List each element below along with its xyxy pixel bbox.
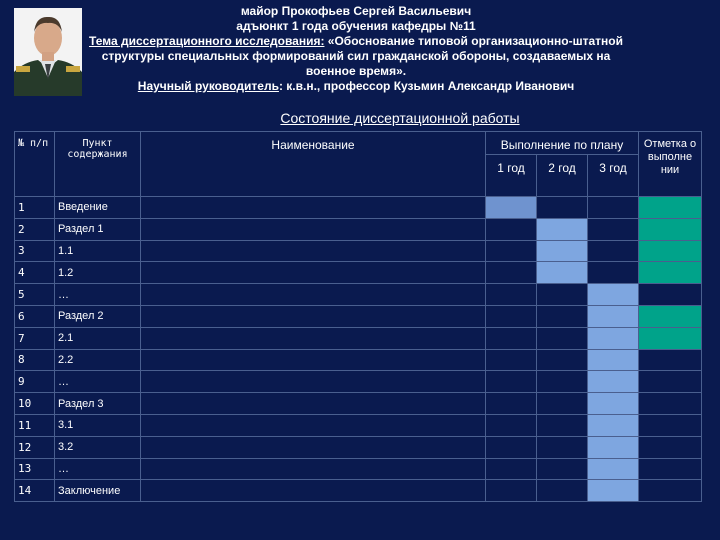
- plan-year-2-cell: [537, 305, 588, 327]
- plan-year-3-cell: [588, 240, 639, 262]
- plan-year-2-cell: [537, 371, 588, 393]
- row-item: Введение: [55, 197, 141, 219]
- col-mark-header: Отметка о выполне нии: [639, 132, 702, 197]
- completion-mark-cell: [639, 305, 702, 327]
- year-3-header: 3 год: [588, 155, 639, 197]
- table-row: [15, 436, 702, 458]
- row-number: 6: [15, 305, 55, 327]
- row-item: Раздел 3: [55, 393, 141, 415]
- plan-year-2-cell: [537, 218, 588, 240]
- plan-year-2-cell: [537, 284, 588, 306]
- plan-year-3-cell: [588, 349, 639, 371]
- row-name-cell: [141, 349, 486, 371]
- row-number: 2: [15, 218, 55, 240]
- plan-year-3-cell: [588, 262, 639, 284]
- plan-year-2-cell: [537, 436, 588, 458]
- row-item: 2.2: [55, 349, 141, 371]
- header-block: [86, 4, 626, 94]
- header-position: адъюнкт 1 года обучения кафедры №11: [236, 19, 476, 33]
- row-name-cell: [141, 262, 486, 284]
- plan-year-2-cell: [537, 349, 588, 371]
- plan-year-1-cell: [486, 240, 537, 262]
- plan-year-1-cell: [486, 414, 537, 436]
- table-row: [15, 262, 702, 284]
- officer-portrait-icon: [14, 8, 82, 96]
- table-body: [15, 197, 702, 502]
- row-item: 2.1: [55, 327, 141, 349]
- advisor-text: : к.в.н., профессор Кузьмин Александр Иванович: [278, 79, 575, 93]
- table-row: [15, 240, 702, 262]
- row-number: 13: [15, 458, 55, 480]
- table-row: [15, 305, 702, 327]
- plan-year-2-cell: [537, 197, 588, 219]
- row-item: …: [55, 371, 141, 393]
- plan-year-1-cell: [486, 458, 537, 480]
- row-number: 7: [15, 327, 55, 349]
- plan-year-3-cell: [588, 218, 639, 240]
- completion-mark-cell: [639, 240, 702, 262]
- plan-year-1-cell: [486, 480, 537, 502]
- row-number: 3: [15, 240, 55, 262]
- row-name-cell: [141, 218, 486, 240]
- topic-label: Тема диссертационного исследования:: [89, 34, 325, 48]
- completion-mark-cell: [639, 480, 702, 502]
- section-subtitle: Состояние диссертационной работы: [280, 110, 520, 126]
- table-row: [15, 393, 702, 415]
- header-name: майор Прокофьев Сергей Васильевич: [240, 4, 472, 18]
- row-number: 1: [15, 197, 55, 219]
- row-item: …: [55, 458, 141, 480]
- row-name-cell: [141, 436, 486, 458]
- progress-table: [14, 131, 702, 502]
- table-row: [15, 371, 702, 393]
- plan-year-1-cell: [486, 393, 537, 415]
- table-row: [15, 480, 702, 502]
- advisor-label: Научный руководитель: [137, 79, 279, 93]
- plan-year-2-cell: [537, 414, 588, 436]
- table-row: [15, 327, 702, 349]
- col-item-header: Пункт содержания: [55, 132, 141, 197]
- plan-year-1-cell: [486, 218, 537, 240]
- header-topic: [86, 34, 626, 79]
- completion-mark-cell: [639, 393, 702, 415]
- row-number: 9: [15, 371, 55, 393]
- col-name-header: Наименование: [141, 132, 486, 197]
- row-name-cell: [141, 393, 486, 415]
- plan-year-3-cell: [588, 393, 639, 415]
- row-item: 3.1: [55, 414, 141, 436]
- plan-year-1-cell: [486, 371, 537, 393]
- plan-year-2-cell: [537, 458, 588, 480]
- row-item: …: [55, 284, 141, 306]
- row-name-cell: [141, 458, 486, 480]
- row-item: Раздел 2: [55, 305, 141, 327]
- plan-year-3-cell: [588, 480, 639, 502]
- plan-year-3-cell: [588, 436, 639, 458]
- completion-mark-cell: [639, 458, 702, 480]
- plan-year-1-cell: [486, 197, 537, 219]
- plan-year-3-cell: [588, 305, 639, 327]
- row-number: 4: [15, 262, 55, 284]
- row-name-cell: [141, 371, 486, 393]
- plan-year-1-cell: [486, 305, 537, 327]
- plan-year-2-cell: [537, 393, 588, 415]
- row-name-cell: [141, 327, 486, 349]
- table-row: [15, 458, 702, 480]
- row-number: 8: [15, 349, 55, 371]
- plan-year-1-cell: [486, 349, 537, 371]
- plan-year-3-cell: [588, 458, 639, 480]
- completion-mark-cell: [639, 218, 702, 240]
- plan-year-2-cell: [537, 327, 588, 349]
- row-item: Раздел 1: [55, 218, 141, 240]
- row-name-cell: [141, 414, 486, 436]
- row-item: 1.1: [55, 240, 141, 262]
- col-plan-header: Выполнение по плану: [486, 132, 639, 155]
- row-name-cell: [141, 197, 486, 219]
- table-row: [15, 218, 702, 240]
- topic-text: «Обоснование типовой организационно-штатной структуры специальных формирований сил гражданской обороны, создаваемых на военное время».: [101, 34, 623, 78]
- completion-mark-cell: [639, 414, 702, 436]
- plan-year-1-cell: [486, 436, 537, 458]
- plan-year-3-cell: [588, 371, 639, 393]
- header-advisor: [86, 79, 626, 94]
- completion-mark-cell: [639, 327, 702, 349]
- completion-mark-cell: [639, 436, 702, 458]
- table-row: [15, 349, 702, 371]
- row-number: 12: [15, 436, 55, 458]
- plan-year-1-cell: [486, 284, 537, 306]
- col-num-header: № п/п: [15, 132, 55, 197]
- header-row: [15, 132, 702, 155]
- row-name-cell: [141, 284, 486, 306]
- portrait-photo: [14, 8, 82, 96]
- year-1-header: 1 год: [486, 155, 537, 197]
- row-number: 11: [15, 414, 55, 436]
- row-number: 10: [15, 393, 55, 415]
- plan-year-2-cell: [537, 262, 588, 284]
- completion-mark-cell: [639, 371, 702, 393]
- plan-year-1-cell: [486, 327, 537, 349]
- row-number: 14: [15, 480, 55, 502]
- row-name-cell: [141, 240, 486, 262]
- plan-year-1-cell: [486, 262, 537, 284]
- plan-year-2-cell: [537, 480, 588, 502]
- row-name-cell: [141, 305, 486, 327]
- plan-year-3-cell: [588, 327, 639, 349]
- plan-year-3-cell: [588, 284, 639, 306]
- completion-mark-cell: [639, 349, 702, 371]
- plan-year-3-cell: [588, 197, 639, 219]
- completion-mark-cell: [639, 284, 702, 306]
- row-item: Заключение: [55, 480, 141, 502]
- completion-mark-cell: [639, 197, 702, 219]
- table-row: [15, 197, 702, 219]
- row-number: 5: [15, 284, 55, 306]
- table-row: [15, 414, 702, 436]
- row-item: 1.2: [55, 262, 141, 284]
- year-2-header: 2 год: [537, 155, 588, 197]
- row-name-cell: [141, 480, 486, 502]
- table-row: [15, 284, 702, 306]
- completion-mark-cell: [639, 262, 702, 284]
- row-item: 3.2: [55, 436, 141, 458]
- plan-year-2-cell: [537, 240, 588, 262]
- plan-year-3-cell: [588, 414, 639, 436]
